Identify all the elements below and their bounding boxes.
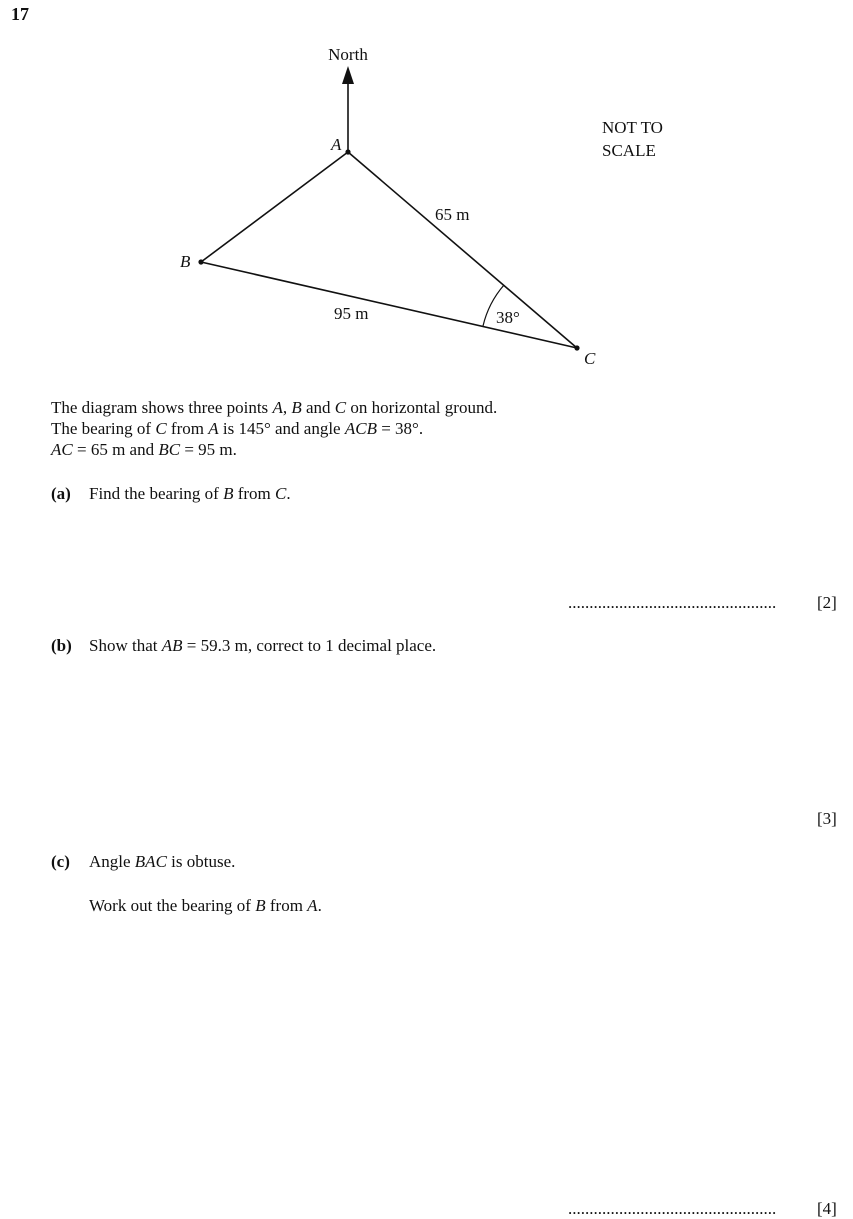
intro-line-3: AC = 65 m and BC = 95 m.: [51, 440, 237, 459]
intro-line-1: The diagram shows three points A, B and C on horizontal ground.: [51, 398, 498, 417]
part-c-marks: [4]: [817, 1199, 837, 1218]
part-a-marks: [2]: [817, 593, 837, 612]
point-c-label: C: [584, 349, 596, 368]
bc-length-label: 95 m: [334, 304, 369, 323]
part-c-question: Work out the bearing of B from A.: [89, 896, 322, 915]
part-b-label: (b): [51, 636, 72, 655]
side-ab: [201, 152, 348, 262]
question-number: 17: [11, 4, 29, 24]
angle-c-label: 38°: [496, 308, 520, 327]
part-c-answer-line[interactable]: .................................................: [568, 1199, 777, 1218]
part-c-statement: Angle BAC is obtuse.: [89, 852, 236, 871]
intro-line-2: The bearing of C from A is 145° and angle ACB = 38°.: [51, 419, 424, 438]
scale-note-line1: NOT TO: [602, 118, 663, 137]
part-a-label: (a): [51, 484, 71, 503]
side-ac: [348, 152, 577, 348]
part-c-label: (c): [51, 852, 70, 871]
point-a-dot: [345, 149, 350, 154]
side-bc: [201, 262, 577, 348]
part-b-question: Show that AB = 59.3 m, correct to 1 decimal place.: [89, 636, 437, 655]
part-a-question: Find the bearing of B from C.: [89, 484, 291, 503]
point-b-label: B: [180, 252, 191, 271]
part-b-marks: [3]: [817, 809, 837, 828]
point-b-dot: [198, 259, 203, 264]
north-label: North: [328, 45, 368, 64]
point-c-dot: [574, 345, 579, 350]
triangle-diagram: [0, 0, 853, 380]
intro-text: [51, 397, 497, 460]
scale-note-line2: SCALE: [602, 141, 656, 160]
part-a-answer-line[interactable]: .................................................: [568, 593, 777, 612]
point-a-label: A: [331, 135, 342, 154]
north-arrow-icon: [342, 66, 354, 84]
ac-length-label: 65 m: [435, 205, 470, 224]
